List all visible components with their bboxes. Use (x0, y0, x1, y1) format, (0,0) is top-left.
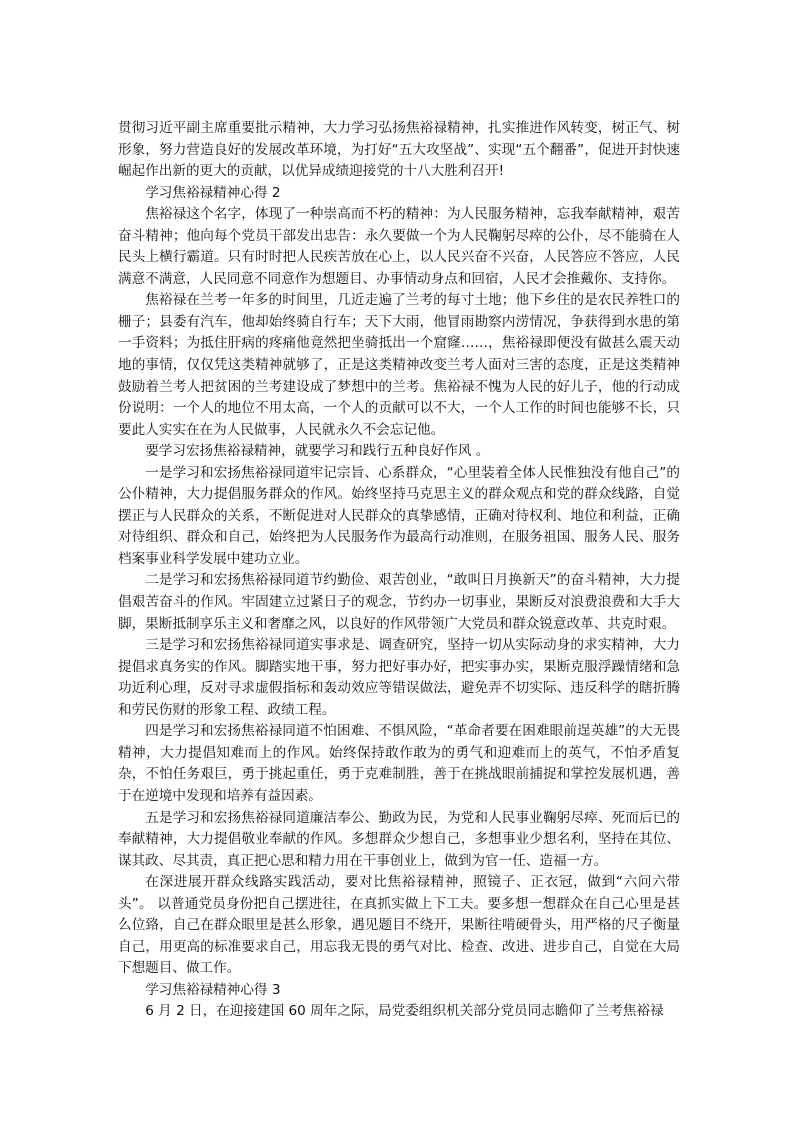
paragraph: 三是学习和宏扬焦裕禄同道实事求是、调查研究，坚持一切从实际动身的求实精神，大力提倡求真务实的作风。脚踏实地干事，努力把好事办好，把实事办实，果断克服浮躁情绪和急功近利心理，反对寻求虚假指标和轰动效应等错误做法，避免弄不切实际、违反科学的瞎折腾和劳民伤财的形象工程、政绩工程。 (118, 637, 680, 718)
section-heading-2: 学习焦裕禄精神心得 2 (145, 184, 281, 201)
paragraph: 要学习宏扬焦裕禄精神，就要学习和践行五种良好作风 。 (145, 443, 490, 460)
paragraph: 四是学习和宏扬焦裕禄同道不怕困难、不惧风险，“革命者要在困难眼前逞英雄”的大无畏精神，大力提倡知难而上的作风。始终保持敢作敢为的勇气和迎难而上的英气，不怕矛盾复杂，不怕任务艰巨，勇于挑起重任，勇于克难制胜，善于在挑战眼前捕捉和掌控发展机遇，善于在逆境中发现和培养有益因素。 (118, 723, 680, 804)
paragraph: 6 月 2 日，在迎接建国 60 周年之际，局党委组织机关部分党员同志瞻仰了兰考焦裕禄 (145, 1003, 664, 1020)
paragraph: 一是学习和宏扬焦裕禄同道牢记宗旨、心系群众，“心里装着全体人民惟独没有他自己”的公仆精神，大力提倡服务群众的作风。始终坚持马克思主义的群众观点和党的群众线路，自觉摆正与人民群众的关系，不断促进对人民群众的真挚感情，正确对待权利、地位和利益，正确对待组织、群众和自己，始终把为人民服务作为最高行动准则，在服务祖国、服务人民、服务档案事业科学发展中建功立业。 (118, 464, 680, 567)
paragraph-continuation: 贯彻习近平副主席重要批示精神，大力学习弘扬焦裕禄精神，扎实推进作风转变，树正气、树形象，努力营造良好的发展改革环境，为打好“五大攻坚战”、实现“五个翻番”，促进开封快速崛起作出新的更大的贡献，以优异成绩迎接党的十八大胜利召开! (118, 120, 680, 180)
section-heading-3: 学习焦裕禄精神心得 3 (145, 981, 281, 998)
paragraph: 在深进展开群众线路实践活动，要对比焦裕禄精神，照镜子、正衣冠，做到“六问六带头”。 以普通党员身份把自己摆进往，在真抓实做上下工夫。要多想一想群众在自己心里是甚么位臵，自己在群众眼里是甚么形象，遇见题目不绕开，果断往啃硬骨头，用严格的尺子衡量自己，用更高的标准要求自己，用忘我无畏的勇气对比、检查、改进、进步自己，自觉在大局下想题目、做工作。 (118, 874, 680, 977)
document-page (118, 118, 680, 1023)
paragraph: 焦裕禄在兰考一年多的时间里，几近走遍了兰考的每寸土地；他下乡住的是农民养牲口的栅子；县委有汽车，他却始终骑自行车；天下大雨，他冒雨勘察内涝情况，争获得到水患的第一手资料；为抵住肝病的疼痛他竟然把坐骑抵出一个窟窿……，焦裕禄即便没有做甚么震天动地的事情，仅仅凭这类精神就够了，正是这类精神改变兰考人面对三害的态度，正是这类精神鼓励着兰考人把贫困的兰考建设成了梦想中的兰考。焦裕禄不愧为人民的好儿子，他的行动成份说明：一个人的地位不用太高，一个人的贡献可以不大，一个人工作的时间也能够不长，只要此人实实在在为人民做事，人民就永久不会忘记他。 (118, 292, 680, 438)
paragraph: 焦裕禄这个名字，体现了一种崇高而不朽的精神：为人民服务精神，忘我奉献精神，艰苦奋斗精神；他向每个党员干部发出忠告：永久要做一个为人民鞠躬尽瘁的公仆，尽不能骑在人民头上横行霸道。只有时时把人民疾苦放在心上，以人民兴奋不兴奋，人民答应不答应，人民满意不满意，人民同意不同意作为想题目、办事情动身点和回宿，人民才会推戴你、支持你。 (118, 206, 680, 287)
paragraph: 二是学习和宏扬焦裕禄同道节约勤俭、艰苦创业，“敢叫日月换新天”的奋斗精神，大力提倡艰苦奋斗的作风。牢固建立过紧日子的观念，节约办一切事业，果断反对浪费浪费和大手大脚，果断抵制享乐主义和奢靡之风，以良好的作风带领广大党员和群众锐意改革、共克时艰。 (118, 572, 680, 632)
paragraph: 五是学习和宏扬焦裕禄同道廉洁奉公、勤政为民，为党和人民事业鞠躬尽瘁、死而后已的奉献精神，大力提倡敬业奉献的作风。多想群众少想自己，多想事业少想名利，坚持在其位、谋其政、尽其责，真正把心思和精力用在干事创业上，做到为官一任、造福一方。 (118, 809, 680, 869)
